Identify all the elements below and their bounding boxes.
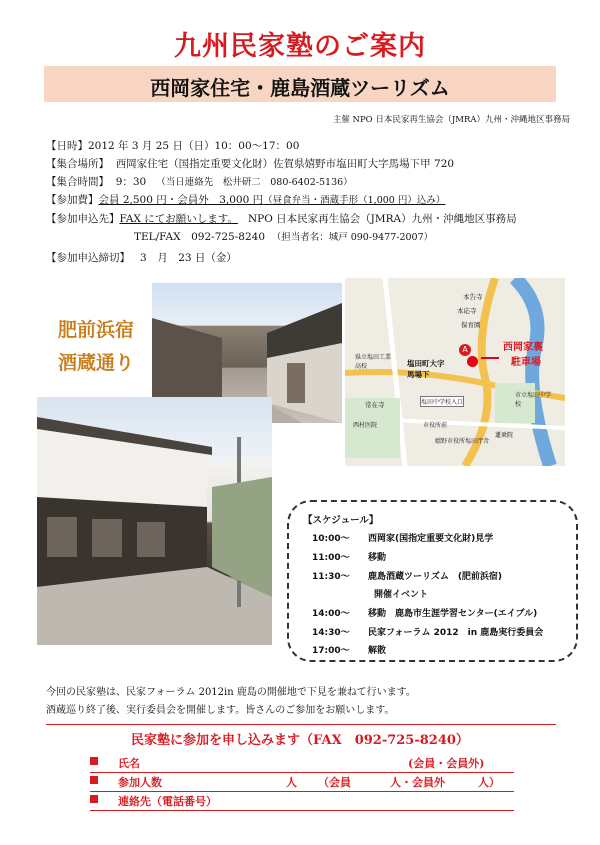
map-place-0: 本告寺 [463, 293, 483, 301]
map-marker-pin: A [459, 344, 471, 356]
count-label: 参加人数 [118, 776, 162, 789]
tel-value: TEL/FAX 092-725-8240 [134, 231, 266, 243]
date-label: 【日時】 [46, 140, 88, 152]
page-title: 九州民家塾のご案内 [174, 31, 426, 62]
map-place-9: 嬉野市役所塩田庁舎 [435, 438, 490, 445]
map-callout-line2: 駐車場 [511, 357, 541, 368]
name-note: (会員・会員外) [408, 757, 485, 770]
parking-dot [467, 356, 478, 367]
form-row-contact[interactable] [90, 793, 514, 811]
photo-label-sakagura: 酒蔵通り [58, 352, 135, 374]
fee-label: 【参加費】 [46, 194, 99, 206]
info-fee [46, 192, 445, 207]
page-subtitle: 西岡家住宅・鹿島酒蔵ツーリズム [150, 76, 450, 100]
bullet-square-icon [90, 757, 98, 765]
info-time [46, 174, 353, 189]
bullet-square-icon [90, 776, 98, 784]
info-place [46, 156, 454, 171]
form-divider [46, 724, 556, 725]
map-place-10: 市立塩田中学校 [515, 392, 552, 408]
organizer-line: 主催 NPO 日本民家再生協会（JMRA）九州・沖縄地区事務局 [332, 115, 570, 125]
count-end: 人） [478, 776, 500, 789]
deadline-label: 【参加申込締切】 [46, 252, 130, 264]
info-date [46, 138, 299, 153]
map-place-8: 西村医院 [353, 422, 378, 429]
contact-label: 連絡先（電話番号） [118, 795, 217, 808]
note-line-1: 今回の民家塾は、民家フォーラム 2012in 鹿島の開催地で下見を兼ねて行います。 [46, 687, 416, 698]
name-label: 氏名 [118, 757, 140, 770]
place-value: 西岡家住宅（国指定重要文化財）佐賀県嬉野市塩田町大字馬場下甲 720 [115, 158, 455, 170]
date-value: 2012 年 3 月 25 日（日）10：00～17：00 [88, 140, 300, 152]
callout-arrow [481, 357, 499, 359]
form-row-count[interactable] [90, 774, 514, 792]
schedule-title: 【スケジュール】 [303, 515, 379, 526]
count-nonmember: 人・会員外 [390, 776, 445, 789]
photo-label-hamajuku: 肥前浜宿 [58, 319, 135, 341]
place-label: 【集合場所】 [46, 158, 109, 170]
apply-value: FAX にてお願いします。 [119, 213, 238, 225]
info-tel [134, 229, 433, 244]
map-place-7: 市役所前 [423, 422, 448, 429]
fee-note: （昼食弁当・酒蔵手形（1,000 円）込み） [263, 195, 446, 206]
time-label: 【集合時間】 [46, 176, 109, 188]
apply-label: 【参加申込先】 [46, 213, 120, 225]
apply-org: NPO 日本民家再生協会（JMRA）九州・沖縄地区事務局 [247, 213, 517, 225]
count-member: （会員 [318, 776, 351, 789]
map-place-11: 蓮乗院 [495, 432, 514, 439]
map-callout-line1: 西岡家裏 [503, 342, 543, 353]
map-place-1: 本応寺 [457, 307, 477, 315]
time-note: （当日連絡先 松井研二 080-6402-5136） [156, 177, 353, 188]
map-place-2: 保育園 [461, 321, 481, 329]
map-place-6: 塩田中学校入口 [420, 396, 464, 407]
street-photo-large [37, 397, 272, 645]
map-place-3: 県立塩田工業高校 [355, 354, 392, 370]
location-map [345, 278, 565, 466]
info-deadline [46, 250, 237, 265]
form-row-name[interactable] [90, 755, 514, 773]
info-apply [46, 211, 517, 226]
fee-value: 会員 2,500 円・会員外 3,000 円 [98, 194, 264, 206]
deadline-value: 3 月 23 日（金） [140, 252, 237, 264]
note-line-2: 酒蔵巡り終了後、実行委員会を開催します。皆さんのご参加をお願いします。 [46, 705, 395, 716]
tel-note: （担当者名：城戸 090-9477-2007） [271, 232, 434, 243]
count-person: 人 [286, 776, 297, 789]
form-title: 民家塾に参加を申し込みます（FAX 092-725-8240） [131, 733, 469, 748]
map-place-4: 塩田町大字馬場下 [407, 359, 445, 379]
time-value: 9：30 [115, 176, 147, 188]
bullet-square-icon [90, 795, 98, 803]
map-place-5: 常在寺 [365, 401, 385, 409]
